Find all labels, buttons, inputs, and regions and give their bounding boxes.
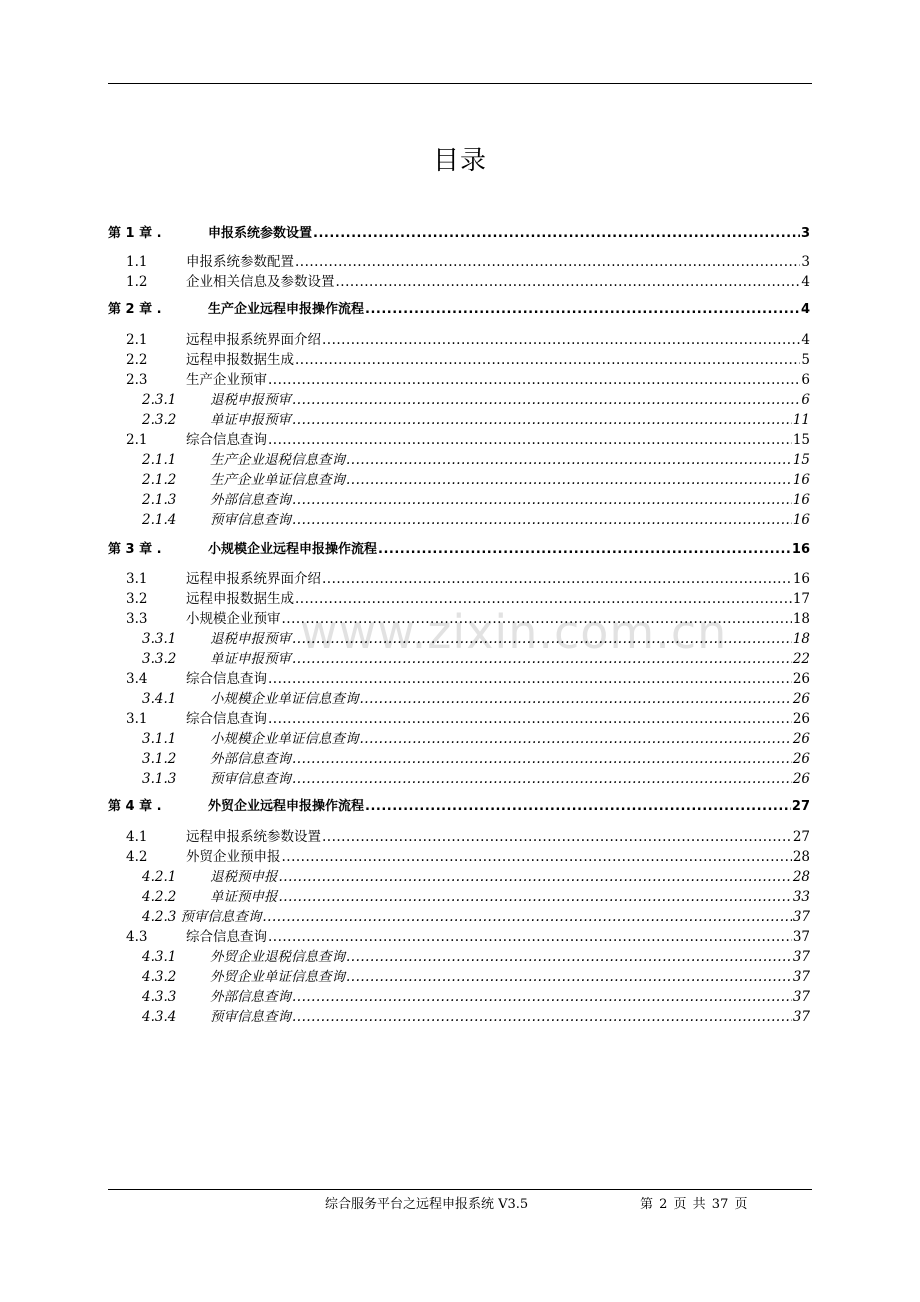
toc-entry[interactable]: [108, 252, 810, 272]
toc-dot-leader: [268, 430, 792, 450]
toc-page-number: 11: [792, 412, 810, 428]
toc-entry-number: 2.3: [126, 372, 148, 388]
toc-entry-title: 外贸企业退税信息查询: [210, 949, 345, 965]
toc-entry-number: 4.3.1: [142, 949, 177, 965]
toc-entry[interactable]: [108, 410, 810, 430]
toc-dot-leader: [360, 729, 792, 749]
toc-page-number: 4: [800, 302, 810, 317]
toc-entry-number: 4.3.3: [142, 989, 177, 1005]
toc-chapter-entry[interactable]: [108, 300, 810, 320]
toc-entry[interactable]: [108, 629, 810, 649]
toc-dot-leader: [346, 450, 792, 470]
toc-entry-number: 第 3 章 .: [108, 542, 162, 557]
toc-page-number: 28: [792, 849, 810, 865]
toc-dot-leader: [292, 987, 792, 1007]
toc-entry-title: 小规模企业单证信息查询: [210, 731, 359, 747]
toc-dot-leader: [346, 470, 792, 490]
footer-page-info: 第 2 页 共 37 页: [640, 1197, 748, 1212]
toc-entry-title: 外贸企业远程申报操作流程: [208, 799, 365, 814]
toc-entry-title: 综合信息查询: [186, 432, 267, 448]
toc-dot-leader: [262, 907, 791, 927]
toc-entry[interactable]: [108, 689, 810, 709]
toc-page-number: 22: [792, 651, 810, 667]
footer-rule: [108, 1189, 812, 1190]
toc-entry-number: 4.2.3: [142, 909, 177, 925]
toc-entry-title: 远程申报数据生成: [186, 352, 294, 368]
toc-dot-leader: [292, 1007, 792, 1027]
toc-page-number: 5: [801, 352, 810, 368]
toc-entry-number: 第 2 章 .: [108, 302, 162, 317]
toc-entry[interactable]: [108, 272, 810, 292]
toc-entry-title: 企业相关信息及参数设置: [186, 274, 335, 290]
page-title: 目录: [432, 146, 487, 176]
toc-dot-leader: [292, 490, 792, 510]
toc-chapter-entry[interactable]: [108, 224, 810, 244]
toc-page-number: 18: [792, 631, 810, 647]
toc-entry-number: 4.1: [126, 829, 148, 845]
toc-entry-number: 2.3.2: [142, 412, 177, 428]
toc-entry[interactable]: [108, 987, 810, 1007]
toc-dot-leader: [279, 887, 792, 907]
toc-page-number: 15: [792, 452, 810, 468]
toc-page-number: 26: [792, 671, 810, 687]
toc-page-number: 16: [792, 472, 810, 488]
toc-page-number: 16: [792, 492, 810, 508]
toc-entry[interactable]: [108, 370, 810, 390]
toc-page-number: 27: [792, 829, 810, 845]
toc-entry[interactable]: [108, 569, 810, 589]
toc-entry[interactable]: [108, 729, 810, 749]
table-of-contents: [108, 0, 812, 1302]
toc-entry-title: 单证预申报: [210, 889, 278, 905]
toc-entry-number: 4.3.4: [142, 1009, 177, 1025]
toc-entry-number: 第 1 章 .: [108, 226, 162, 241]
toc-entry-title: 申报系统参数配置: [186, 254, 294, 270]
toc-entry-number: 3.1: [126, 711, 148, 727]
toc-entry-title: 申报系统参数设置: [208, 226, 313, 241]
toc-page-number: 17: [792, 591, 810, 607]
toc-entry-number: 1.1: [126, 254, 148, 270]
toc-dot-leader: [295, 252, 800, 272]
toc-page-number: 6: [801, 392, 810, 408]
toc-entry-title: 预审信息查询: [180, 909, 262, 925]
toc-entry-title: 综合信息查询: [186, 671, 267, 687]
toc-entry-number: 3.3: [126, 611, 148, 627]
toc-entry[interactable]: [108, 709, 810, 729]
toc-page-number: 37: [792, 909, 810, 925]
toc-page-number: 26: [792, 731, 810, 747]
toc-entry-number: 2.2: [126, 352, 148, 368]
toc-entry[interactable]: [108, 430, 810, 450]
toc-dot-leader: [292, 629, 792, 649]
toc-dot-leader: [268, 927, 792, 947]
toc-dot-leader: [268, 370, 800, 390]
toc-entry-number: 3.4: [126, 671, 148, 687]
toc-entry-number: 4.3.2: [142, 969, 177, 985]
toc-entry[interactable]: [108, 330, 810, 350]
toc-page-number: 18: [792, 611, 810, 627]
toc-chapter-entry[interactable]: [108, 540, 810, 560]
footer-doc-title: 综合服务平台之远程申报系统 V3.5: [325, 1197, 529, 1212]
toc-entry[interactable]: [108, 350, 810, 370]
toc-entry-title: 小规模企业单证信息查询: [210, 691, 359, 707]
toc-entry-title: 退税申报预审: [210, 631, 291, 647]
toc-dot-leader: [292, 749, 792, 769]
toc-page-number: 16: [792, 571, 810, 587]
toc-dot-leader: [313, 224, 800, 244]
toc-entry-title: 预审信息查询: [210, 1009, 291, 1025]
toc-entry-title: 退税申报预审: [210, 392, 291, 408]
toc-entry[interactable]: [108, 947, 810, 967]
toc-page-number: 37: [792, 989, 810, 1005]
toc-entry-title: 单证申报预审: [210, 412, 291, 428]
toc-dot-leader: [282, 609, 792, 629]
toc-entry-number: 3.1.2: [142, 751, 177, 767]
toc-entry-number: 2.1.4: [142, 512, 177, 528]
toc-dot-leader: [365, 797, 791, 817]
toc-page-number: 26: [792, 771, 810, 787]
toc-entry[interactable]: [108, 510, 810, 530]
toc-entry-title: 外部信息查询: [210, 492, 291, 508]
toc-entry-title: 外贸企业预申报: [186, 849, 281, 865]
toc-entry[interactable]: [108, 470, 810, 490]
toc-entry-number: 2.1.3: [142, 492, 177, 508]
toc-entry[interactable]: [108, 390, 810, 410]
toc-dot-leader: [282, 847, 792, 867]
toc-dot-leader: [292, 769, 792, 789]
toc-dot-leader: [268, 709, 792, 729]
toc-page-number: 26: [792, 711, 810, 727]
toc-entry-number: 3.1.3: [142, 771, 177, 787]
toc-entry[interactable]: [108, 589, 810, 609]
toc-page-number: 37: [792, 1009, 810, 1025]
toc-page-number: 28: [792, 869, 810, 885]
toc-dot-leader: [279, 867, 792, 887]
toc-dot-leader: [292, 390, 800, 410]
toc-page-number: 26: [792, 691, 810, 707]
toc-entry-title: 单证申报预审: [210, 651, 291, 667]
toc-entry-title: 生产企业单证信息查询: [210, 472, 345, 488]
toc-dot-leader: [346, 967, 792, 987]
toc-dot-leader: [322, 827, 792, 847]
toc-entry-title: 生产企业远程申报操作流程: [208, 302, 365, 317]
toc-chapter-entry[interactable]: [108, 797, 810, 817]
toc-page-number: 26: [792, 751, 810, 767]
toc-dot-leader: [378, 540, 791, 560]
toc-entry-number: 4.3: [126, 929, 148, 945]
toc-entry-title: 外贸企业单证信息查询: [210, 969, 345, 985]
toc-entry[interactable]: [108, 907, 810, 927]
toc-entry[interactable]: [108, 927, 810, 947]
toc-page-number: 16: [791, 542, 810, 557]
toc-entry[interactable]: [108, 967, 810, 987]
toc-page-number: 3: [800, 226, 810, 241]
toc-entry-number: 3.3.2: [142, 651, 177, 667]
toc-entry-title: 综合信息查询: [186, 929, 267, 945]
toc-entry[interactable]: [108, 490, 810, 510]
toc-entry[interactable]: [108, 867, 810, 887]
toc-entry-title: 退税预申报: [210, 869, 278, 885]
toc-dot-leader: [292, 510, 792, 530]
toc-entry-title: 生产企业退税信息查询: [210, 452, 345, 468]
toc-entry[interactable]: [108, 609, 810, 629]
toc-dot-leader: [336, 272, 801, 292]
toc-page-number: 6: [801, 372, 810, 388]
toc-entry-title: 远程申报系统参数设置: [186, 829, 321, 845]
toc-dot-leader: [295, 350, 800, 370]
toc-dot-leader: [322, 330, 800, 350]
toc-entry-number: 2.1: [126, 432, 148, 448]
toc-entry[interactable]: [108, 827, 810, 847]
toc-dot-leader: [346, 947, 792, 967]
toc-entry-title: 远程申报数据生成: [186, 591, 294, 607]
toc-entry-title: 远程申报系统界面介绍: [186, 571, 321, 587]
toc-dot-leader: [360, 689, 792, 709]
toc-entry-title: 远程申报系统界面介绍: [186, 332, 321, 348]
toc-entry-title: 小规模企业预审: [186, 611, 281, 627]
toc-entry-number: 4.2: [126, 849, 148, 865]
toc-dot-leader: [295, 589, 792, 609]
toc-page-number: 15: [792, 432, 810, 448]
toc-entry[interactable]: [108, 887, 810, 907]
toc-entry[interactable]: [108, 749, 810, 769]
toc-dot-leader: [268, 669, 792, 689]
toc-page-number: 27: [791, 799, 810, 814]
toc-entry-number: 1.2: [126, 274, 148, 290]
toc-dot-leader: [292, 410, 792, 430]
toc-page-number: 33: [792, 889, 810, 905]
toc-entry[interactable]: [108, 450, 810, 470]
toc-entry-title: 预审信息查询: [210, 771, 291, 787]
toc-entry-number: 2.1.2: [142, 472, 177, 488]
toc-entry-number: 3.4.1: [142, 691, 177, 707]
toc-entry[interactable]: [108, 769, 810, 789]
toc-dot-leader: [365, 300, 800, 320]
toc-entry-number: 3.1.1: [142, 731, 177, 747]
toc-page-number: 3: [801, 254, 810, 270]
toc-entry[interactable]: [108, 649, 810, 669]
toc-dot-leader: [292, 649, 792, 669]
toc-page-number: 37: [792, 949, 810, 965]
toc-dot-leader: [322, 569, 792, 589]
toc-page-number: 4: [801, 274, 810, 290]
toc-entry-number: 2.3.1: [142, 392, 177, 408]
watermark: www.zixin.com.cn: [300, 605, 728, 659]
toc-entry-title: 预审信息查询: [210, 512, 291, 528]
toc-entry[interactable]: [108, 847, 810, 867]
toc-page-number: 37: [792, 969, 810, 985]
toc-entry-title: 综合信息查询: [186, 711, 267, 727]
toc-page-number: 37: [792, 929, 810, 945]
toc-entry-title: 生产企业预审: [186, 372, 267, 388]
toc-entry-title: 小规模企业远程申报操作流程: [208, 542, 378, 557]
toc-entry-number: 4.2.2: [142, 889, 177, 905]
toc-page-number: 4: [801, 332, 810, 348]
toc-entry-number: 3.2: [126, 591, 148, 607]
toc-entry-number: 2.1.1: [142, 452, 177, 468]
toc-entry-number: 3.1: [126, 571, 148, 587]
toc-entry-number: 4.2.1: [142, 869, 177, 885]
toc-page-number: 16: [792, 512, 810, 528]
toc-entry-number: 2.1: [126, 332, 148, 348]
toc-entry[interactable]: [108, 669, 810, 689]
toc-entry-title: 外部信息查询: [210, 751, 291, 767]
toc-entry-number: 第 4 章 .: [108, 799, 162, 814]
toc-entry[interactable]: [108, 1007, 810, 1027]
toc-entry-number: 3.3.1: [142, 631, 177, 647]
toc-entry-title: 外部信息查询: [210, 989, 291, 1005]
